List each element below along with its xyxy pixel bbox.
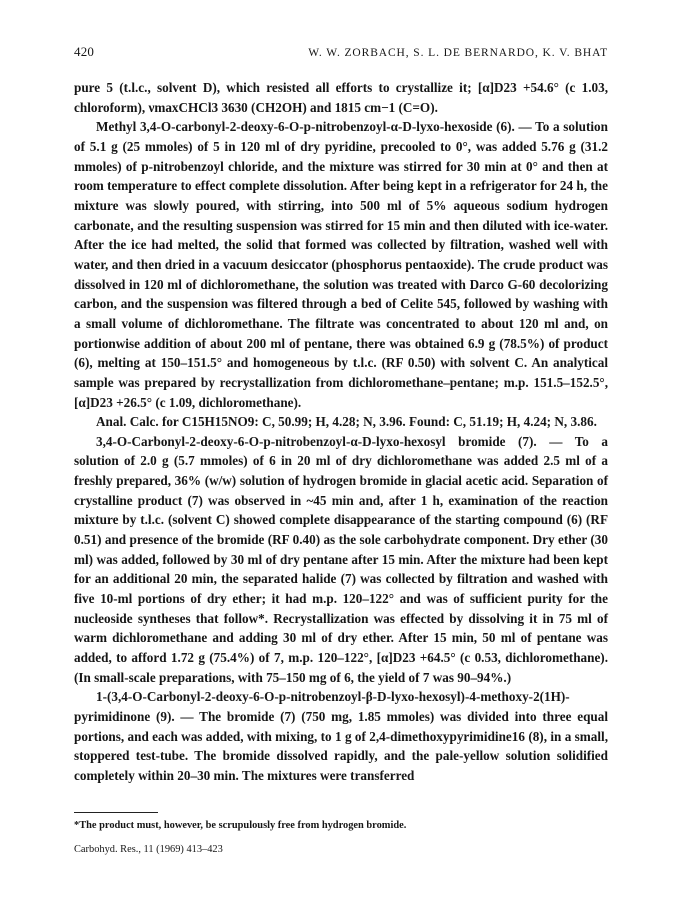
running-header xyxy=(74,44,608,66)
journal-citation xyxy=(74,844,223,855)
paragraph-1: pure 5 (t.l.c., solvent D), which resisted all efforts to crystallize it; [α]D23 +54.6° (c 1.03, chloroform), νmaxCHCl3 3630 (CH2OH) and 1815 cm−1 (C=O). xyxy=(74,80,608,115)
paragraph-5: 1-(3,4-O-Carbonyl-2-deoxy-6-O-p-nitrobenzoyl-β-D-lyxo-hexosyl)-4-methoxy-2(1H)-pyrimidinone (9). — The bromide (7) (750 mg, 1.85 mmoles) was divided into three equal portions, and each was added, with mixing, to 1 g of 2,4-dimethoxypyrimidine16 (8), in a small, stoppered test-tube. The bromide dissolved rapidly, and the pale-yellow solution solidified completely within 20–30 min. The mixtures were transferred xyxy=(74,689,608,783)
running-head-authors: W. W. ZORBACH, S. L. DE BERNARDO, K. V. BHAT xyxy=(308,47,608,59)
paragraph-4: 3,4-O-Carbonyl-2-deoxy-6-O-p-nitrobenzoyl-α-D-lyxo-hexosyl bromide (7). — To a solution of 2.0 g (5.7 mmoles) of 6 in 20 ml of dry dichloromethane was added 2.5 ml of a freshly prepared, 36% (w/w) solution of hydrogen bromide in glacial acetic acid. Separation of crystalline product (7) was observed in ~45 min and, after 1 h, examination of the reaction mixture by t.l.c. (solvent C) showed complete disappearance of the starting compound (6) (RF 0.51) and presence of the bromide (RF 0.40) as the sole carbohydrate component. Dry ether (30 ml) was added, followed by 30 ml of dry pentane after 15 min. After the mixture had been kept for an additional 20 min, the separated halide (7) was collected by filtration and washed with five 10-ml portions of dry ether; it had m.p. 120–122° and was of sufficient purity for the nucleoside syntheses that follow*. Recrystallization was effected by dissolving it in 75 ml of warm dichloromethane and adding 30 ml of dry ether. After 15 min, 50 ml of pentane was added, to afford 1.72 g (75.4%) of 7, m.p. 120–122°, [α]D23 +64.5° (c 0.53, dichloromethane). (In small-scale preparations, with 75–150 mg of 6, the yield of 7 was 90–94%.) xyxy=(74,433,608,685)
page-number: 420 xyxy=(74,44,95,59)
paragraph-2: Methyl 3,4-O-carbonyl-2-deoxy-6-O-p-nitrobenzoyl-α-D-lyxo-hexoside (6). — To a solution of 5.1 g (25 mmoles) of 5 in 120 ml of dry pyridine, precooled to 0°, was added 5.76 g (31.2 mmoles) of p-nitrobenzoyl chloride, and the mixture was stirred for 30 min at 0° and then at room temperature to effect complete dissolution. After being kept in a refrigerator for 24 h, the mixture was slowly poured, with stirring, into 500 ml of 5% aqueous sodium hydrogen carbonate, and the resulting suspension was stirred for 15 min and then diluted with ice-water. After the ice had melted, the solid that formed was collected by filtration, washed well with water, and then dried in a vacuum desiccator (phosphorus pentaoxide). The crude product was dissolved in 120 ml of dichloromethane, the solution was treated with Darco G-60 decolorizing carbon, and the suspension was filtered through a bed of Celite 545, followed by washing with a small volume of dichloromethane. The filtrate was concentrated to about 120 ml and, on portionwise addition of about 200 ml of pentane, there was obtained 6.9 g (78.5%) of product (6), melting at 150–151.5° and homogeneous by t.l.c. (RF 0.50) with solvent C. An analytical sample was prepared by recrystallization from dichloromethane–pentane; m.p. 151.5–152.5°, [α]D23 +26.5° (c 1.09, dichloromethane). xyxy=(74,119,608,410)
page xyxy=(74,44,608,786)
journal-volume: , 11 (1969) 413–423 xyxy=(138,844,223,855)
body-text xyxy=(74,78,608,786)
footnote-rule xyxy=(74,812,158,813)
journal-name: Carbohyd. Res. xyxy=(74,844,139,855)
paragraph-3: Anal. Calc. for C15H15NO9: C, 50.99; H, 4.28; N, 3.96. Found: C, 51.19; H, 4.24; N, 3.86. xyxy=(96,414,597,430)
footnote: *The product must, however, be scrupulously free from hydrogen bromide. xyxy=(74,820,407,831)
